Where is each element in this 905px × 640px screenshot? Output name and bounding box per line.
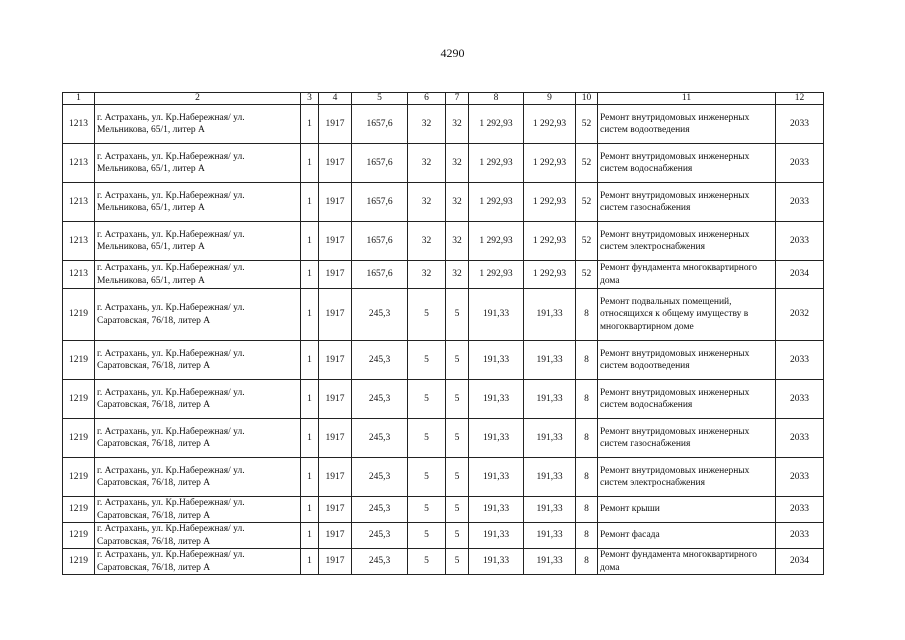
table-row [63, 341, 824, 380]
cell-col-3: 1 [301, 144, 319, 183]
cell-cost-a: 1 292,93 [469, 261, 524, 289]
cell-area: 245,3 [352, 458, 408, 497]
cell-col-3: 1 [301, 419, 319, 458]
cell-row-id: 1219 [63, 523, 95, 549]
cell-address: г. Астрахань, ул. Кр.Набережная/ ул. Мельникова, 65/1, литер А [95, 105, 301, 144]
cell-repair-year: 2033 [776, 419, 824, 458]
cell-col-6: 32 [408, 183, 446, 222]
column-number-1: 1 [63, 93, 95, 105]
cell-address: г. Астрахань, ул. Кр.Набережная/ ул. Саратовская, 76/18, литер А [95, 289, 301, 341]
cell-col-6: 5 [408, 289, 446, 341]
table-row [63, 549, 824, 575]
column-number-7: 7 [446, 93, 469, 105]
cell-address: г. Астрахань, ул. Кр.Набережная/ ул. Саратовская, 76/18, литер А [95, 341, 301, 380]
column-number-row [63, 93, 824, 105]
cell-year: 1917 [319, 222, 352, 261]
cell-col-7: 5 [446, 497, 469, 523]
column-number-9: 9 [524, 93, 576, 105]
cell-year: 1917 [319, 289, 352, 341]
cell-work-type: Ремонт внутридомовых инженерных систем водоснабжения [598, 144, 776, 183]
cell-repair-year: 2033 [776, 183, 824, 222]
cell-col-6: 32 [408, 105, 446, 144]
cell-cost-a: 191,33 [469, 523, 524, 549]
cell-row-id: 1213 [63, 222, 95, 261]
cell-work-type: Ремонт внутридомовых инженерных систем электроснабжения [598, 222, 776, 261]
table-row [63, 380, 824, 419]
cell-year: 1917 [319, 549, 352, 575]
cell-col-6: 5 [408, 458, 446, 497]
cell-cost-b: 191,33 [524, 497, 576, 523]
cell-row-id: 1213 [63, 105, 95, 144]
cell-work-type: Ремонт внутридомовых инженерных систем водоотведения [598, 341, 776, 380]
cell-col-10: 8 [576, 458, 598, 497]
cell-cost-a: 191,33 [469, 458, 524, 497]
cell-work-type: Ремонт внутридомовых инженерных систем газоснабжения [598, 419, 776, 458]
cell-row-id: 1213 [63, 183, 95, 222]
cell-row-id: 1219 [63, 549, 95, 575]
cell-col-7: 5 [446, 289, 469, 341]
cell-cost-a: 191,33 [469, 380, 524, 419]
cell-cost-b: 191,33 [524, 380, 576, 419]
cell-cost-a: 191,33 [469, 549, 524, 575]
cell-col-10: 52 [576, 222, 598, 261]
cell-work-type: Ремонт фундамента многоквартирного дома [598, 261, 776, 289]
cell-cost-b: 191,33 [524, 341, 576, 380]
cell-area: 1657,6 [352, 183, 408, 222]
cell-year: 1917 [319, 419, 352, 458]
table-row [63, 183, 824, 222]
cell-year: 1917 [319, 261, 352, 289]
cell-area: 1657,6 [352, 261, 408, 289]
cell-col-10: 52 [576, 144, 598, 183]
cell-year: 1917 [319, 144, 352, 183]
cell-row-id: 1219 [63, 341, 95, 380]
cell-year: 1917 [319, 105, 352, 144]
cell-cost-b: 191,33 [524, 419, 576, 458]
cell-col-3: 1 [301, 458, 319, 497]
cell-col-6: 5 [408, 549, 446, 575]
cell-row-id: 1213 [63, 144, 95, 183]
cell-year: 1917 [319, 341, 352, 380]
cell-address: г. Астрахань, ул. Кр.Набережная/ ул. Мельникова, 65/1, литер А [95, 261, 301, 289]
cell-cost-a: 1 292,93 [469, 183, 524, 222]
cell-work-type: Ремонт внутридомовых инженерных систем газоснабжения [598, 183, 776, 222]
table-row [63, 458, 824, 497]
cell-col-10: 8 [576, 549, 598, 575]
cell-col-3: 1 [301, 497, 319, 523]
cell-col-3: 1 [301, 222, 319, 261]
cell-row-id: 1219 [63, 289, 95, 341]
column-number-11: 11 [598, 93, 776, 105]
table-body [63, 93, 824, 575]
table-row [63, 497, 824, 523]
cell-repair-year: 2033 [776, 144, 824, 183]
column-number-8: 8 [469, 93, 524, 105]
cell-cost-b: 1 292,93 [524, 183, 576, 222]
cell-address: г. Астрахань, ул. Кр.Набережная/ ул. Саратовская, 76/18, литер А [95, 419, 301, 458]
cell-area: 1657,6 [352, 222, 408, 261]
table-row [63, 105, 824, 144]
cell-col-7: 5 [446, 419, 469, 458]
cell-year: 1917 [319, 183, 352, 222]
cell-cost-b: 1 292,93 [524, 144, 576, 183]
cell-address: г. Астрахань, ул. Кр.Набережная/ ул. Саратовская, 76/18, литер А [95, 380, 301, 419]
cell-repair-year: 2033 [776, 380, 824, 419]
cell-col-10: 52 [576, 105, 598, 144]
cell-address: г. Астрахань, ул. Кр.Набережная/ ул. Саратовская, 76/18, литер А [95, 523, 301, 549]
cell-area: 245,3 [352, 523, 408, 549]
cell-area: 245,3 [352, 497, 408, 523]
cell-work-type: Ремонт крыши [598, 497, 776, 523]
cell-cost-b: 1 292,93 [524, 261, 576, 289]
cell-work-type: Ремонт фасада [598, 523, 776, 549]
cell-work-type: Ремонт фундамента многоквартирного дома [598, 549, 776, 575]
cell-col-6: 5 [408, 497, 446, 523]
cell-col-7: 5 [446, 341, 469, 380]
cell-year: 1917 [319, 458, 352, 497]
cell-address: г. Астрахань, ул. Кр.Набережная/ ул. Мельникова, 65/1, литер А [95, 144, 301, 183]
table-row [63, 261, 824, 289]
capital-repair-table [62, 92, 824, 575]
cell-col-10: 8 [576, 497, 598, 523]
cell-repair-year: 2034 [776, 261, 824, 289]
cell-area: 245,3 [352, 419, 408, 458]
cell-address: г. Астрахань, ул. Кр.Набережная/ ул. Саратовская, 76/18, литер А [95, 458, 301, 497]
cell-area: 1657,6 [352, 105, 408, 144]
page-number: 4290 [440, 46, 465, 60]
cell-address: г. Астрахань, ул. Кр.Набережная/ ул. Саратовская, 76/18, литер А [95, 497, 301, 523]
table-row [63, 144, 824, 183]
cell-area: 245,3 [352, 341, 408, 380]
cell-cost-a: 191,33 [469, 289, 524, 341]
cell-col-10: 52 [576, 183, 598, 222]
cell-cost-b: 1 292,93 [524, 105, 576, 144]
cell-col-7: 32 [446, 105, 469, 144]
table-row [63, 222, 824, 261]
cell-col-6: 5 [408, 523, 446, 549]
cell-work-type: Ремонт внутридомовых инженерных систем водоснабжения [598, 380, 776, 419]
cell-col-6: 5 [408, 380, 446, 419]
cell-area: 245,3 [352, 380, 408, 419]
cell-area: 245,3 [352, 289, 408, 341]
cell-repair-year: 2033 [776, 523, 824, 549]
cell-col-7: 32 [446, 183, 469, 222]
cell-cost-b: 191,33 [524, 289, 576, 341]
cell-col-3: 1 [301, 341, 319, 380]
column-number-5: 5 [352, 93, 408, 105]
cell-col-6: 5 [408, 341, 446, 380]
cell-work-type: Ремонт подвальных помещений, относящихся к общему имуществу в многоквартирном доме [598, 289, 776, 341]
cell-row-id: 1219 [63, 419, 95, 458]
cell-repair-year: 2033 [776, 105, 824, 144]
cell-col-6: 32 [408, 222, 446, 261]
column-number-10: 10 [576, 93, 598, 105]
cell-year: 1917 [319, 497, 352, 523]
cell-col-6: 32 [408, 261, 446, 289]
cell-col-10: 8 [576, 289, 598, 341]
cell-col-7: 32 [446, 222, 469, 261]
cell-cost-a: 191,33 [469, 341, 524, 380]
cell-address: г. Астрахань, ул. Кр.Набережная/ ул. Мельникова, 65/1, литер А [95, 183, 301, 222]
column-number-12: 12 [776, 93, 824, 105]
column-number-2: 2 [95, 93, 301, 105]
cell-repair-year: 2033 [776, 497, 824, 523]
cell-col-10: 8 [576, 380, 598, 419]
cell-cost-a: 1 292,93 [469, 105, 524, 144]
cell-cost-b: 191,33 [524, 549, 576, 575]
table-row [63, 523, 824, 549]
cell-cost-a: 1 292,93 [469, 222, 524, 261]
cell-cost-a: 191,33 [469, 497, 524, 523]
cell-col-7: 5 [446, 523, 469, 549]
table-row [63, 419, 824, 458]
cell-col-3: 1 [301, 183, 319, 222]
cell-row-id: 1219 [63, 497, 95, 523]
cell-col-3: 1 [301, 289, 319, 341]
cell-row-id: 1219 [63, 380, 95, 419]
cell-address: г. Астрахань, ул. Кр.Набережная/ ул. Саратовская, 76/18, литер А [95, 549, 301, 575]
cell-cost-a: 191,33 [469, 419, 524, 458]
cell-cost-a: 1 292,93 [469, 144, 524, 183]
cell-col-3: 1 [301, 380, 319, 419]
cell-col-10: 8 [576, 523, 598, 549]
cell-cost-b: 1 292,93 [524, 222, 576, 261]
cell-repair-year: 2033 [776, 341, 824, 380]
cell-col-10: 52 [576, 261, 598, 289]
cell-repair-year: 2033 [776, 222, 824, 261]
cell-col-6: 5 [408, 419, 446, 458]
cell-address: г. Астрахань, ул. Кр.Набережная/ ул. Мельникова, 65/1, литер А [95, 222, 301, 261]
cell-repair-year: 2032 [776, 289, 824, 341]
column-number-4: 4 [319, 93, 352, 105]
table-row [63, 289, 824, 341]
cell-cost-b: 191,33 [524, 458, 576, 497]
cell-col-7: 32 [446, 144, 469, 183]
cell-row-id: 1213 [63, 261, 95, 289]
cell-col-10: 8 [576, 341, 598, 380]
cell-work-type: Ремонт внутридомовых инженерных систем электроснабжения [598, 458, 776, 497]
cell-area: 1657,6 [352, 144, 408, 183]
cell-col-3: 1 [301, 549, 319, 575]
cell-year: 1917 [319, 380, 352, 419]
cell-col-6: 32 [408, 144, 446, 183]
cell-col-3: 1 [301, 523, 319, 549]
cell-col-10: 8 [576, 419, 598, 458]
column-number-6: 6 [408, 93, 446, 105]
cell-area: 245,3 [352, 549, 408, 575]
cell-col-3: 1 [301, 261, 319, 289]
cell-year: 1917 [319, 523, 352, 549]
cell-cost-b: 191,33 [524, 523, 576, 549]
cell-work-type: Ремонт внутридомовых инженерных систем водоотведения [598, 105, 776, 144]
cell-repair-year: 2034 [776, 549, 824, 575]
cell-row-id: 1219 [63, 458, 95, 497]
cell-repair-year: 2033 [776, 458, 824, 497]
column-number-3: 3 [301, 93, 319, 105]
cell-col-7: 5 [446, 458, 469, 497]
cell-col-7: 5 [446, 549, 469, 575]
cell-col-7: 5 [446, 380, 469, 419]
cell-col-7: 32 [446, 261, 469, 289]
cell-col-3: 1 [301, 105, 319, 144]
